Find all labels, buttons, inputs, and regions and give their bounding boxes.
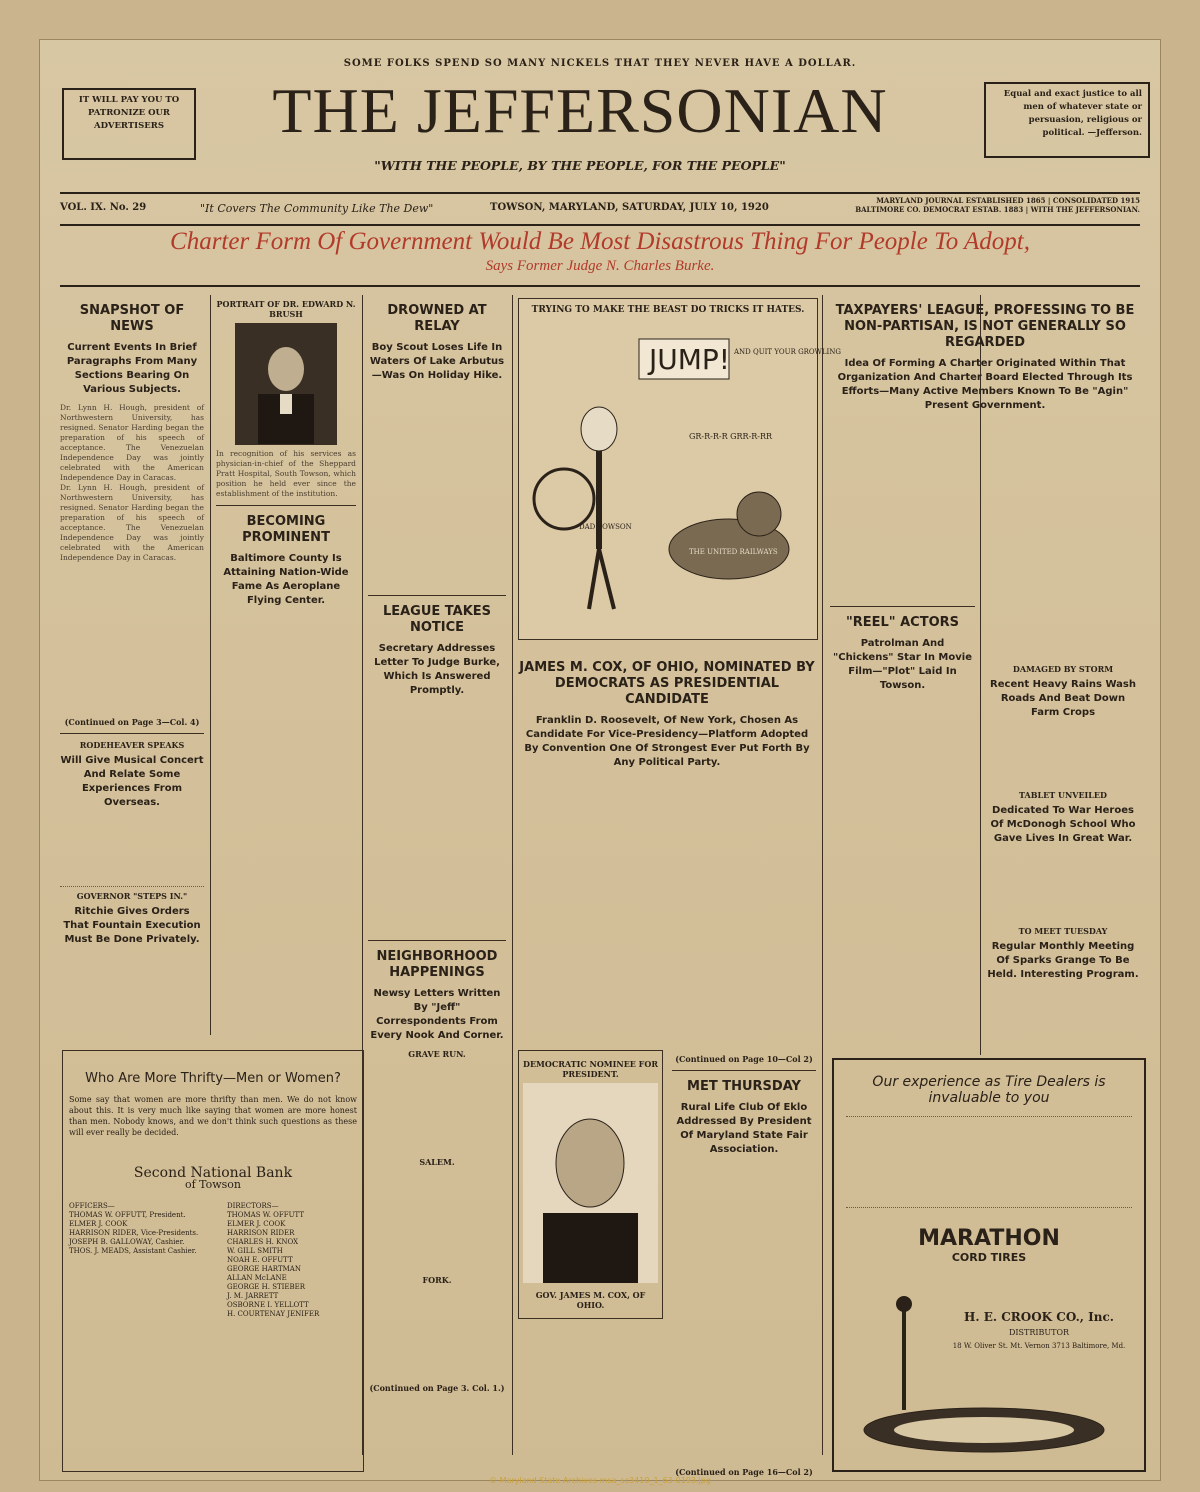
establishment-info [780,196,1140,214]
salem-subhead: SALEM. [419,1157,455,1167]
ad-body-text [846,1116,1132,1208]
meet-tuesday-headline: TO MEET TUESDAY [1018,926,1108,936]
column-drowned [368,295,506,1397]
tire-advertisement [832,1058,1146,1472]
league-subhead: Secretary Addresses Letter To Judge Burke, Which Is Answered Promptly. [374,643,500,696]
neighborhood-continued: (Continued on Page 3. Col. 1.) [369,1383,505,1393]
snapshot-subhead: Current Events In Brief Paragraphs From Many Sections Bearing On Various Subjects. [66,342,198,395]
officer: JOSEPH B. GALLOWAY, Cashier. [69,1238,185,1246]
ad-dealer: H. E. CROOK CO., Inc. [964,1310,1114,1324]
ad-address: 18 W. Oliver St. Mt. Vernon 3713 Baltimore, Md. [952,1342,1126,1350]
director: GEORGE H. STIEBER [227,1283,306,1291]
snapshot-headline: SNAPSHOT OF NEWS [79,303,185,334]
nominee-caption: DEMOCRATIC NOMINEE FOR PRESIDENT. [523,1059,658,1079]
bank-name: Second National Bank [133,1165,293,1181]
prominent-headline: BECOMING PROMINENT [242,514,330,545]
masthead-title: THE JEFFERSONIAN [272,75,888,146]
column-rule [210,295,211,1035]
slogan: "It Covers The Community Like The Dew" [200,202,434,215]
portrait-photo [235,323,337,445]
neighborhood-headline: NEIGHBORHOOD HAPPENINGS [376,949,498,980]
met-thursday-headline: MET THURSDAY [687,1079,801,1094]
drowned-subhead: Boy Scout Loses Life In Waters Of Lake Arbutus—Was On Holiday Hike. [369,342,505,381]
dateline [60,192,1140,226]
taxpayers-body [830,420,975,600]
column-reel [830,420,975,699]
directors-list [227,1202,357,1319]
meet-tuesday-subhead: Regular Monthly Meeting Of Sparks Grange To Be Held. Interesting Program. [987,941,1139,980]
issue-date: TOWSON, MARYLAND, SATURDAY, JULY 10, 1920 [490,202,769,213]
newspaper-page [40,40,1160,1480]
divider [368,595,506,596]
storm-subhead: Recent Heavy Rains Wash Roads And Beat Down Farm Crops [990,679,1136,718]
taxpayers-body-continued [986,420,1140,660]
cox-body [518,800,663,1050]
ad-headline: Our experience as Tire Dealers is invaluable to you [872,1074,1106,1106]
officers-list [69,1202,199,1319]
director: OSBORNE I. YELLOTT [227,1301,309,1309]
banner-headline: Charter Form Of Government Would Be Most Disastrous Thing For People To Adopt, [170,228,1030,255]
director: W. GILL SMITH [227,1247,283,1255]
ad-role: DISTRIBUTOR [1008,1328,1070,1337]
cox-subhead: Franklin D. Roosevelt, Of New York, Chosen As Candidate For Vice-Presidency—Platform Adopted By Convention One Of Strongest Ever Put Forth By Any Political Party. [524,715,810,768]
cox-body-continued [672,800,816,1050]
ear-left: IT WILL PAY YOU TO PATRONIZE OUR ADVERTISERS [62,88,196,160]
divider [368,940,506,941]
fork-subhead: FORK. [422,1275,452,1285]
director: ALLAN McLANE [227,1274,287,1282]
storm-body [986,726,1140,786]
column-storm [986,420,1140,988]
bank-officers-directors [69,1202,357,1319]
cox-continued: (Continued on Page 10—Col 2) [675,1054,813,1064]
director: GEORGE HARTMAN [227,1265,301,1273]
storm-headline: DAMAGED BY STORM [1012,664,1114,674]
divider [60,733,204,734]
cox-portrait-caption: GOV. JAMES M. COX, OF OHIO. [535,1290,646,1310]
thrift-body: Some say that women are more thrifty than men. We do not know about this. It is very much like saying that women are more honest than men. Nobody knows, and we don't think such questions as these will ever really be decided. [69,1095,357,1137]
cartoon-label-dad: DAD TOWSON [579,523,632,531]
snapshot-body: Dr. Lynn H. Hough, president of Northwestern University, has resigned. Senator Harding began the preparation of his speech of acceptance. The Venezuelan Independence Day was jointly celebrated with the American Independence Day in Caracas. [60,403,204,482]
reel-headline: "REEL" ACTORS [845,615,960,630]
director: CHARLES H. KNOX [227,1238,299,1246]
bank-advertisement [62,1050,364,1472]
archive-credit: © Maryland State Archives msa_sc3410_1_63-0193.jpg [489,1476,711,1485]
tablet-subhead: Dedicated To War Heroes Of McDonogh School Who Gave Lives In Great War. [990,805,1136,844]
director: H. COURTENAY JENIFER [227,1310,320,1318]
officer: THOMAS W. OFFUTT, President. [69,1211,186,1219]
drowned-body [368,389,506,589]
salem-body [368,1171,506,1271]
snapshot-body-repeat: Dr. Lynn H. Hough, president of Northwestern University, has resigned. Senator Harding began the preparation of his speech of acceptance. The Venezuelan Independence Day was jointly celebrated with the American Independence Day in Caracas. [60,483,204,562]
director: J. M. JARRETT [227,1292,279,1300]
ear-right: Equal and exact justice to all men of whatever state or persuasion, religious or political. —Jefferson. [984,82,1150,158]
cox-headline: JAMES M. COX, OF OHIO, NOMINATED BY DEMOCRATS AS PRESIDENTIAL CANDIDATE [519,660,815,707]
established-line-1: MARYLAND JOURNAL ESTABLISHED 1865 | CONSOLIDATED 1915 [876,196,1140,205]
bank-location: of Towson [184,1178,242,1191]
volume-number: VOL. IX. No. 29 [60,202,147,213]
cartoon-bubble-growl: AND QUIT YOUR GROWLING [734,348,841,356]
column-cox [518,652,816,776]
column-cox-body-a [518,800,663,1360]
column-snapshot [60,295,204,953]
cartoon-label-railways: THE UNITED RAILWAYS [689,548,778,556]
editorial-cartoon [518,298,841,640]
snapshot-continued: (Continued on Page 3—Col. 4) [64,717,200,727]
ad-brand-sub: CORD TIRES [951,1251,1027,1264]
column-cox-body-b [672,800,816,1481]
column-brush [216,295,356,614]
director: ELMER J. COOK [227,1220,286,1228]
met-thursday-continued: (Continued on Page 16—Col 2) [675,1467,813,1477]
column-rule [822,295,823,1455]
tablet-body [986,852,1140,922]
reel-subhead: Patrolman And "Chickens" Star In Movie Film—"Plot" Laid In Towson. [833,638,972,691]
met-thursday-subhead: Rural Life Club Of Eklo Addressed By President Of Maryland State Fair Association. [676,1102,812,1155]
tablet-headline: TABLET UNVEILED [1019,790,1107,800]
divider [830,606,975,607]
masthead-motto: "WITH THE PEOPLE, BY THE PEOPLE, FOR THE PEOPLE" [374,158,786,173]
cartoon-bubble-grr: GR-R-R-R GRR-R-RR [689,432,773,441]
league-headline: LEAGUE TAKES NOTICE [382,604,492,635]
governor-headline: GOVERNOR "STEPS IN." [76,891,188,901]
masthead-tagline: SOME FOLKS SPEND SO MANY NICKELS THAT THEY NEVER HAVE A DOLLAR. [343,58,857,69]
league-body [368,704,506,934]
nominee-box [518,1050,663,1319]
officer: THOS. J. MEADS, Assistant Cashier. [69,1247,197,1255]
grave-run-subhead: GRAVE RUN. [408,1049,466,1059]
cartoon-drawing [519,319,841,619]
director: NOAH E. OFFUTT [227,1256,293,1264]
prominent-subhead: Baltimore County Is Attaining Nation-Wide Fame As Aeroplane Flying Center. [223,553,349,606]
divider [672,1070,816,1071]
director: THOMAS W. OFFUTT [227,1211,304,1219]
taxpayers-headline: TAXPAYERS' LEAGUE, PROFESSING TO BE NON-PARTISAN, IS NOT GENERALLY SO REGARDED [835,303,1135,350]
column-rule [512,295,513,1455]
director: HARRISON RIDER [227,1229,295,1237]
portrait-brush-image [236,324,336,444]
officers-heading: OFFICERS— [69,1202,115,1210]
rodeheaver-body [60,816,204,887]
established-line-2: BALTIMORE CO. DEMOCRAT ESTAB. 1883 | WITH THE JEFFERSONIAN. [855,205,1140,214]
thrift-title: Who Are More Thrifty—Men or Women? [85,1071,341,1086]
banner-subhead: Says Former Judge N. Charles Burke. [485,258,715,274]
governor-subhead: Ritchie Gives Orders That Fountain Execution Must Be Done Privately. [63,906,201,945]
grave-run-body [368,1063,506,1153]
brush-body: In recognition of his services as physician-in-chief of the Sheppard Pratt Hospital, South Towson, which position he held ever since the establishment of the institution. [216,449,356,498]
cartoon-bubble-jump: JUMP! [649,343,731,376]
portrait-caption: PORTRAIT OF DR. EDWARD N. BRUSH [216,299,356,319]
officer: HARRISON RIDER, Vice-Presidents. [69,1229,199,1237]
fork-body [368,1289,506,1379]
rodeheaver-headline: RODEHEAVER SPEAKS [79,740,185,750]
taxpayers-subhead: Idea Of Forming A Charter Originated Within That Organization And Charter Board Elected Through Its Efforts—Many Active Members Known To Be "Agin" Present Government. [837,358,1133,411]
column-taxpayers [830,295,1140,419]
neighborhood-subhead: Newsy Letters Written By "Jeff" Correspondents From Every Nook And Corner. [370,988,504,1041]
divider [216,505,356,506]
rodeheaver-subhead: Will Give Musical Concert And Relate Some Experiences From Overseas. [60,755,204,808]
ad-brand: MARATHON [918,1226,1060,1251]
officer: ELMER J. COOK [69,1220,128,1228]
cox-portrait [523,1083,658,1283]
banner-rule [60,285,1140,287]
drowned-headline: DROWNED AT RELAY [387,303,487,334]
directors-heading: DIRECTORS— [227,1202,279,1210]
met-thursday-body [672,1163,816,1463]
cartoon-caption: TRYING TO MAKE THE BEAST DO TRICKS IT HATES. [531,305,805,315]
